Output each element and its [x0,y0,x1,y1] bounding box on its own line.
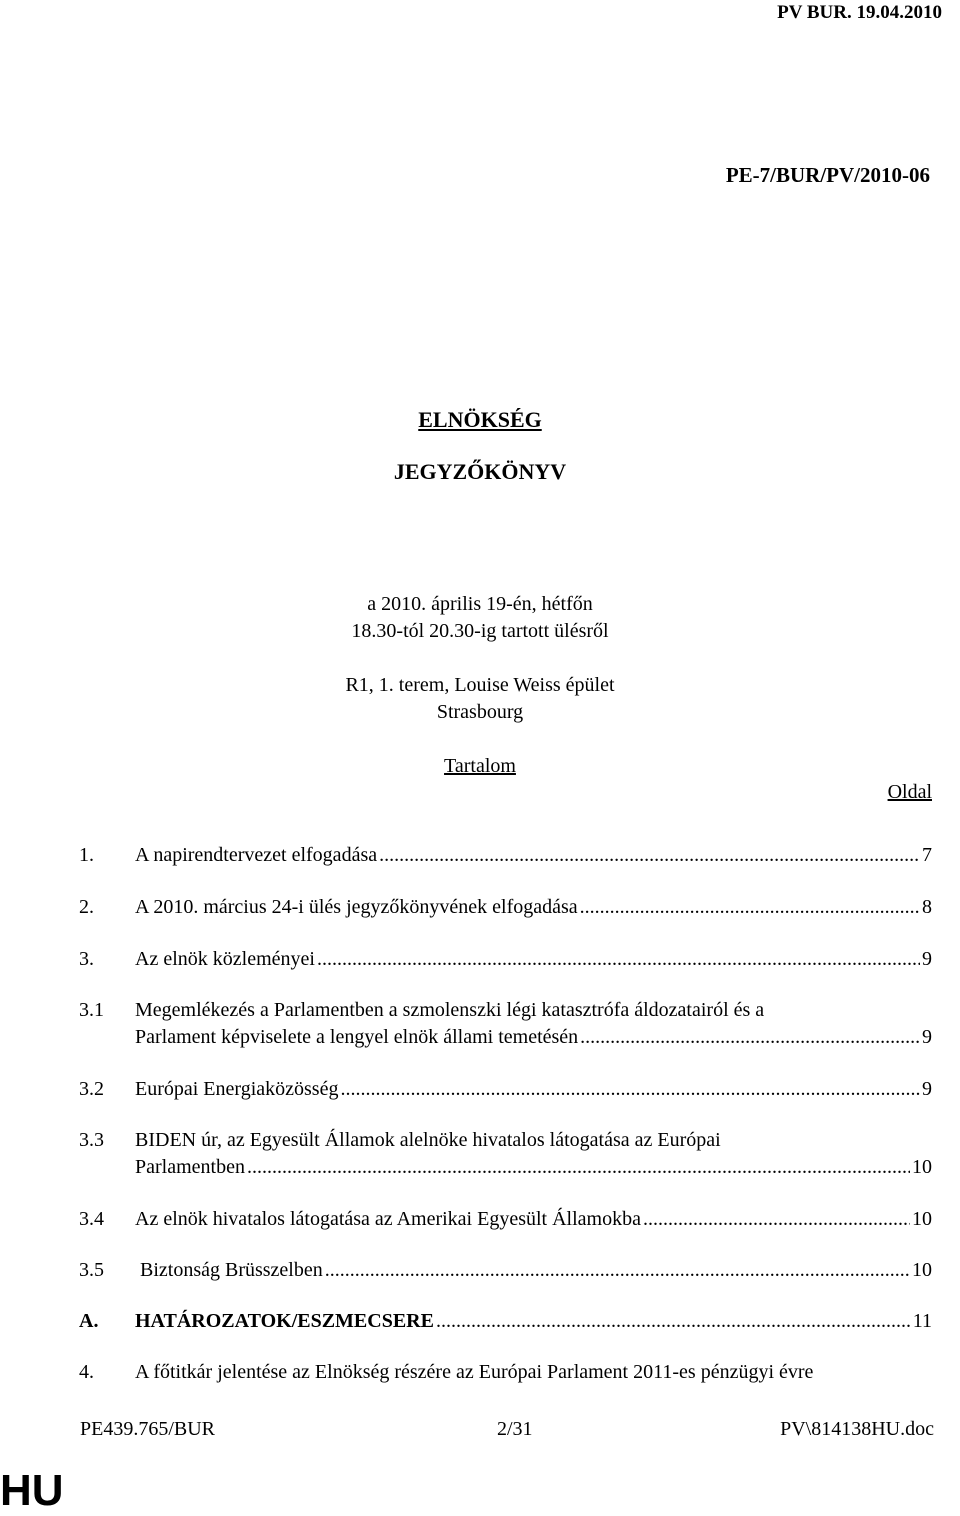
toc-item-label: A 2010. március 24-i ülés jegyzőkönyvének elfogadása [135,896,578,918]
toc-item[interactable] [135,1156,932,1179]
toc-item-label: Parlamentben [135,1156,245,1178]
title-elnokseg: ELNÖKSÉG [418,407,542,432]
toc-leader-dots [580,1026,920,1049]
toc-leader-dots [643,1208,910,1231]
toc-leader-dots [580,896,920,919]
toc-item-page: 10 [912,1259,932,1281]
title-jegyzokonyv: JEGYZŐKÖNYV [393,459,567,484]
toc-item[interactable] [135,896,932,919]
toc-item-number: 3.1 [79,999,104,1021]
toc-item-number: 3.3 [79,1129,104,1151]
toc-item[interactable] [135,844,932,867]
toc-item-page: 9 [922,948,932,970]
toc-item[interactable] [135,1310,932,1333]
meeting-city: Strasbourg [436,701,524,723]
toc-leader-dots [436,1310,911,1333]
toc-leader-dots [340,1078,920,1101]
document-code: PE-7/BUR/PV/2010-06 [725,163,930,187]
toc-item-label: Biztonság Brüsszelben [135,1259,323,1281]
toc-item-page: 8 [922,896,932,918]
toc-item-number: 3.5 [79,1259,104,1281]
toc-item[interactable] [135,1208,932,1231]
toc-item-page: 10 [912,1208,932,1230]
toc-item[interactable] [135,1259,932,1282]
toc-item[interactable] [135,1026,932,1049]
toc-title: Tartalom [444,755,516,777]
toc-item[interactable] [135,1078,932,1101]
toc-item-number: 3.2 [79,1078,104,1100]
toc-leader-dots [325,1259,910,1282]
toc-item-label: HATÁROZATOK/ESZMECSERE [135,1310,434,1332]
meeting-date: a 2010. április 19-én, hétfőn [367,593,593,615]
toc-item-label-line1: Megemlékezés a Parlamentben a szmolenszki légi katasztrófa áldozatairól és a [135,999,765,1021]
footer-filename: PV\814138HU.doc [780,1418,934,1440]
language-code: HU [0,1466,64,1515]
header-reference: PV BUR. 19.04.2010 [777,2,942,23]
toc-leader-dots [379,844,920,867]
meeting-time: 18.30-tól 20.30-ig tartott ülésről [351,620,609,642]
toc-item-label: Parlament képviselete a lengyel elnök állami temetésén [135,1026,579,1048]
toc-item-label: Az elnök közleményei [135,948,315,970]
toc-item-label: A napirendtervezet elfogadása [135,844,378,866]
toc-item-number: 2. [79,896,94,918]
footer-page-number: 2/31 [497,1418,533,1440]
toc-item-page: 11 [912,1310,932,1332]
toc-page-label: Oldal [887,781,932,803]
toc-leader-dots [247,1156,910,1179]
toc-item-number: 3.4 [79,1208,104,1230]
toc-item-number: 4. [79,1361,94,1383]
toc-item-page: 7 [922,844,932,866]
toc-item-page: 9 [922,1078,932,1100]
toc-item[interactable] [135,948,932,971]
toc-item-number: A. [79,1310,99,1332]
toc-item-label-line1: BIDEN úr, az Egyesült Államok alelnöke hivatalos látogatása az Európai [135,1129,721,1151]
toc-item-label[interactable]: A főtitkár jelentése az Elnökség részére az Európai Parlament 2011-es pénzügyi évre [135,1361,814,1383]
meeting-location: R1, 1. terem, Louise Weiss épület [345,674,615,696]
footer-reference: PE439.765/BUR [80,1418,216,1440]
toc-item-page: 10 [912,1156,932,1178]
toc-leader-dots [317,948,920,971]
toc-item-page: 9 [922,1026,932,1048]
toc-item-number: 1. [79,844,94,866]
toc-item-number: 3. [79,948,94,970]
toc-item-label: Az elnök hivatalos látogatása az Amerikai Egyesült Államokba [135,1208,641,1230]
toc-item-label: Európai Energiaközösség [135,1078,339,1100]
